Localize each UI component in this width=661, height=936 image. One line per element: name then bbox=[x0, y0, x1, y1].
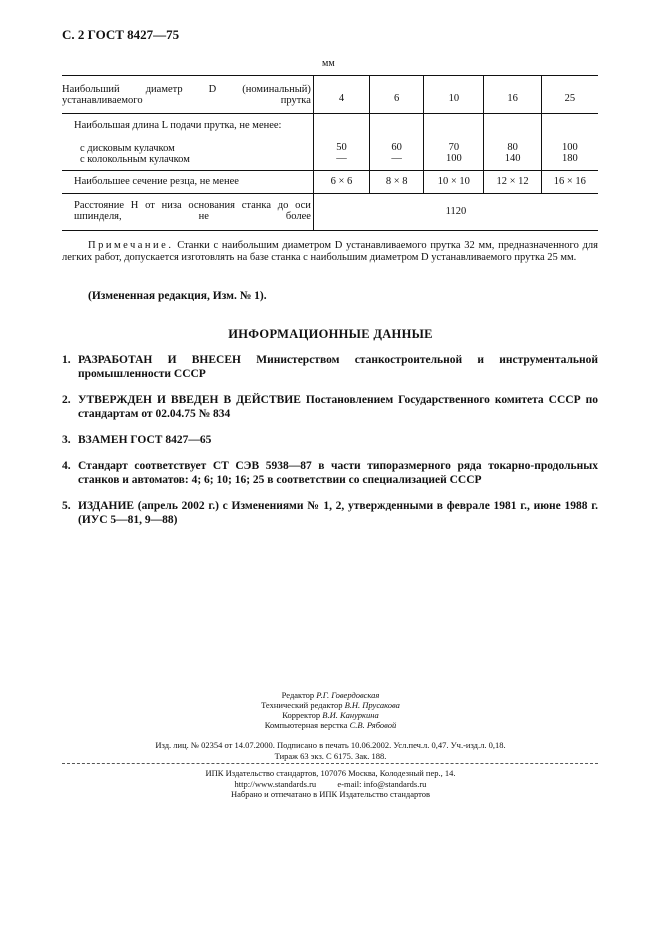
list-item: 3. ВЗАМЕН ГОСТ 8427—65 bbox=[62, 434, 212, 446]
table-cell: 6 × 6 bbox=[330, 176, 353, 187]
table-cell: 180 bbox=[561, 153, 578, 164]
diameter-label: Наибольший диаметр D (номинальный) устанавливаемого прутка bbox=[62, 84, 311, 106]
table-cell: 10 bbox=[448, 93, 460, 104]
note-text: Станки с наибольшим диаметром D устанавливаемого прутка 32 мм, предназначенного для легких работ, допускается изготовлять на базе станка с наибольшим диаметром D устанавливаемого прутка 25 мм. bbox=[62, 240, 598, 263]
divider bbox=[62, 763, 598, 764]
disc-cam-label: с дисковым кулачком bbox=[80, 143, 175, 154]
imprint-line: Тираж 63 экз. С 6175. Зак. 188. bbox=[274, 750, 387, 761]
table-cell: 25 bbox=[564, 93, 576, 104]
note bbox=[62, 240, 598, 264]
table-cell: 100 bbox=[445, 153, 462, 164]
table-cell: 1120 bbox=[445, 206, 467, 217]
table-cell: 70 bbox=[448, 142, 460, 153]
layout-name: С.В. Рябовой bbox=[349, 720, 397, 730]
table-cell: 16 bbox=[507, 93, 518, 104]
table-cell: 4 bbox=[338, 93, 345, 104]
publisher-info bbox=[0, 768, 661, 800]
table-cell: 12 × 12 bbox=[496, 176, 529, 187]
list-item: 4. Стандарт соответствует СТ СЭВ 5938—87 в части типоразмерного ряда токарно-продольных станков и автоматов: 4; 6; 10; 16; 25 в соответствии со специализацией СССР bbox=[62, 460, 598, 486]
bell-cam-label: с колокольным кулачком bbox=[80, 154, 190, 165]
table-cell: 80 bbox=[507, 142, 518, 153]
credits bbox=[0, 690, 661, 730]
editor-name: Р.Г. Говердовская bbox=[316, 690, 380, 700]
note-lead: Примечание. bbox=[88, 240, 174, 251]
table-cell: 6 bbox=[394, 93, 400, 104]
publisher-line: http://www.standards.ru e-mail: info@standards.ru bbox=[234, 778, 427, 789]
unit-label: мм bbox=[322, 58, 335, 69]
table-cell: 140 bbox=[504, 153, 521, 164]
distance-label: Расстояние H от низа основания станка до оси шпинделя, не более bbox=[74, 200, 311, 222]
feed-length-label: Наибольшая длина L подачи прутка, не менее: bbox=[74, 120, 282, 131]
info-list bbox=[62, 353, 598, 539]
table-cell: 10 × 10 bbox=[437, 176, 470, 187]
list-item: 5. ИЗДАНИЕ (апрель 2002 г.) с Изменениями № 1, 2, утвержденными в феврале 1981 г., июне 1988 г. (ИУС 5—81, 9—88) bbox=[62, 500, 598, 526]
tech-editor-role: Технический редактор bbox=[261, 700, 343, 710]
table-cell: 8 × 8 bbox=[385, 176, 408, 187]
page-header: С. 2 ГОСТ 8427—75 bbox=[62, 27, 180, 42]
imprint-line: Изд. лиц. № 02354 от 14.07.2000. Подписано в печать 10.06.2002. Усл.печ.л. 0,47. Уч.-изд.л. 0,18. bbox=[155, 740, 506, 750]
imprint bbox=[0, 740, 661, 761]
table-cell: — bbox=[336, 153, 347, 164]
editor-role: Редактор bbox=[281, 690, 315, 700]
table-row-feed-length bbox=[62, 114, 598, 171]
info-title: ИНФОРМАЦИОННЫЕ ДАННЫЕ bbox=[228, 327, 433, 341]
spec-table bbox=[62, 75, 598, 231]
table-row-cutter-section bbox=[62, 171, 598, 194]
list-item: 2. УТВЕРЖДЕН И ВВЕДЕН В ДЕЙСТВИЕ Постановлением Государственного комитета СССР по стандартам от 02.04.75 № 834 bbox=[62, 394, 598, 420]
corrector-name: В.И. Кануркина bbox=[322, 710, 379, 720]
layout-role: Компьютерная верстка bbox=[264, 720, 348, 730]
tech-editor-name: В.Н. Прусакова bbox=[344, 700, 400, 710]
table-row-distance bbox=[62, 194, 598, 231]
amendment-note: (Измененная редакция, Изм. № 1). bbox=[88, 290, 267, 302]
cutter-section-label: Наибольшее сечение резца, не менее bbox=[74, 176, 239, 187]
publisher-line: ИПК Издательство стандартов, 107076 Москва, Колодезный пер., 14. bbox=[205, 768, 456, 778]
table-cell: 60 bbox=[391, 142, 402, 153]
table-cell: 50 bbox=[336, 142, 347, 153]
corrector-role: Корректор bbox=[282, 710, 321, 720]
publisher-line: Набрано и отпечатано в ИПК Издательство стандартов bbox=[230, 789, 431, 799]
list-item: 1. РАЗРАБОТАН И ВНЕСЕН Министерством станкостроительной и инструментальной промышленности СССР bbox=[62, 354, 598, 380]
table-row-diameter bbox=[62, 76, 598, 114]
table-cell: 100 bbox=[561, 142, 578, 153]
table-cell: — bbox=[391, 153, 402, 164]
table-cell: 16 × 16 bbox=[553, 176, 586, 187]
